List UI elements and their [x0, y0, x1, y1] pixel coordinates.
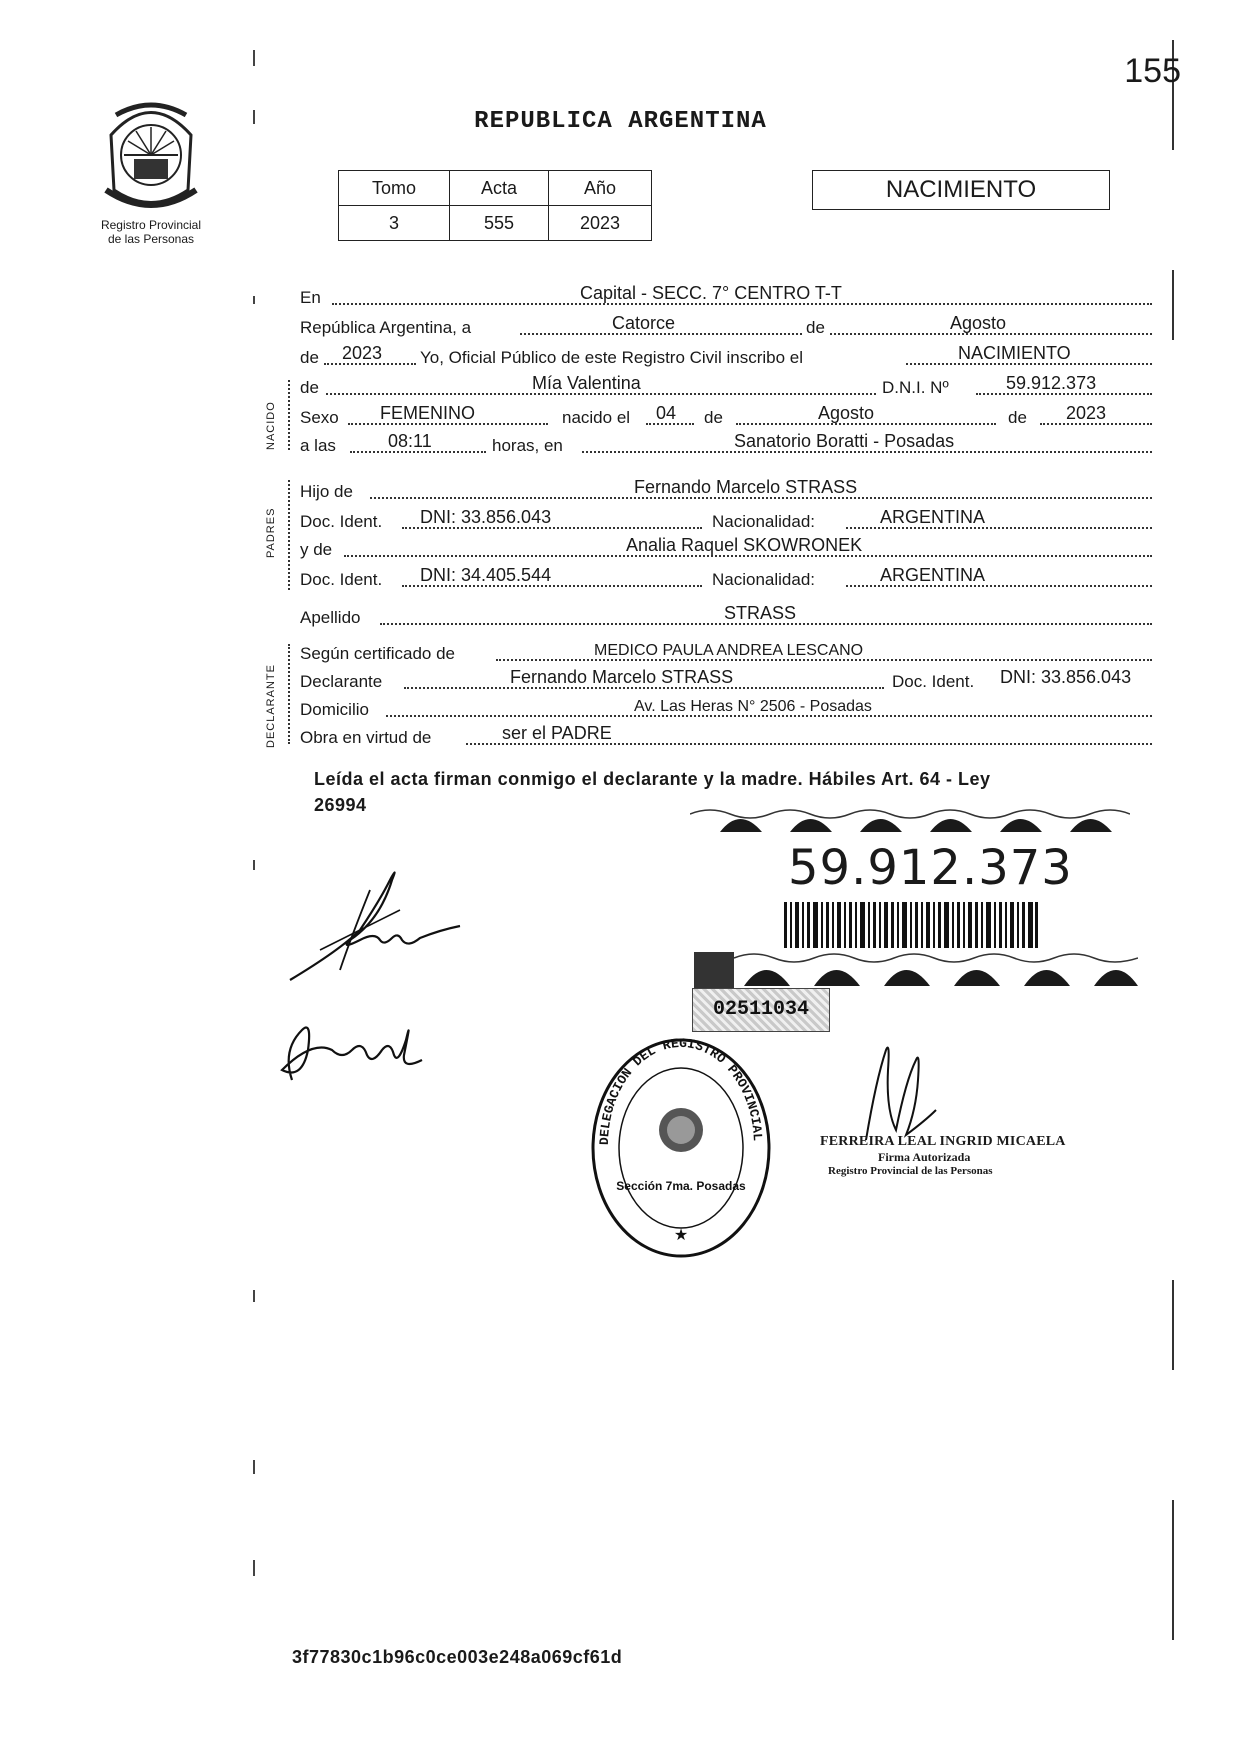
note-line1: Leída el acta firman conmigo el declarante y la madre. Hábiles Art. 64 - Ley — [314, 769, 991, 789]
nombre-value: Mía Valentina — [532, 373, 641, 393]
row-nombre — [300, 372, 1160, 400]
nombre-label: de — [300, 378, 319, 397]
sexo-value: FEMENINO — [380, 403, 476, 423]
row-apellido — [300, 602, 1160, 630]
mes-value: Agosto — [950, 313, 1007, 333]
oficial-text: Yo, Oficial Público de este Registro Civil inscribo el — [420, 348, 803, 367]
madre-signature — [272, 1000, 432, 1095]
note-line2: 26994 — [314, 795, 367, 815]
declarante-side-label: DECLARANTE — [265, 664, 277, 748]
right-margin-line — [1172, 1500, 1174, 1640]
margin-mark — [253, 1560, 255, 1576]
dni-big-number: 59.912.373 — [788, 840, 1073, 896]
official-seal — [586, 1030, 776, 1265]
seal-star-icon: ★ — [673, 1227, 689, 1244]
nacido-label: nacido el — [562, 408, 631, 427]
acta-header: Acta — [450, 171, 549, 206]
row-declarante — [300, 666, 1160, 694]
margin-mark — [253, 1460, 255, 1474]
padre-doc-value: DNI: 33.856.043 — [420, 507, 552, 527]
barcode — [784, 902, 1038, 948]
official-role: Firma Autorizada — [878, 1150, 971, 1164]
madre-doc-label: Doc. Ident. — [300, 570, 383, 589]
logo-caption-line2: de las Personas — [107, 232, 195, 246]
alas-label: a las — [300, 436, 336, 455]
certificado-label: Según certificado de — [300, 644, 455, 663]
document-hash: 3f77830c1b96c0ce003e248a069cf61d — [292, 1647, 623, 1667]
page-number: 155 — [1124, 52, 1181, 90]
en-value: Capital - SECC. 7° CENTRO T-T — [580, 283, 842, 303]
madre-nac-label: Nacionalidad: — [712, 570, 816, 589]
apellido-label: Apellido — [300, 608, 361, 627]
anio-value-text: 2023 — [342, 343, 383, 363]
hora-value: 08:11 — [388, 431, 432, 451]
domicilio-label: Domicilio — [300, 700, 369, 719]
reference-header-row — [339, 171, 652, 206]
security-pattern-top — [690, 806, 1130, 839]
declarante-bracket — [288, 644, 290, 744]
coat-of-arms-logo — [96, 95, 206, 220]
margin-mark — [253, 50, 255, 66]
row-domicilio — [300, 694, 1160, 722]
obra-value: ser el PADRE — [502, 723, 612, 743]
document-type-box: NACIMIENTO — [812, 170, 1110, 210]
seal-inner-text: Sección 7ma. Posadas — [616, 1179, 746, 1193]
acta-value: 555 — [450, 206, 549, 241]
nac-dia-value: 04 — [656, 403, 677, 423]
official-office: Registro Provincial de las Personas — [828, 1165, 993, 1177]
dia-value: Catorce — [612, 313, 676, 333]
margin-mark — [253, 1290, 255, 1302]
acto-value: NACIMIENTO — [958, 343, 1071, 363]
official-stamp — [820, 1134, 1070, 1177]
logo-caption — [86, 218, 216, 246]
row-fecha — [300, 312, 1160, 340]
domicilio-value: Av. Las Heras N° 2506 - Posadas — [634, 698, 872, 715]
security-pattern-bottom — [694, 952, 1138, 993]
nac-anio-value: 2023 — [1066, 403, 1107, 423]
madre-nac-value: ARGENTINA — [880, 565, 986, 585]
de4-label: de — [1008, 408, 1027, 427]
apellido-value: STRASS — [724, 603, 797, 623]
row-en — [300, 282, 1160, 310]
certificado-value: MEDICO PAULA ANDREA LESCANO — [594, 642, 864, 659]
dni-label: D.N.I. Nº — [882, 378, 949, 397]
declarante-doc-label: Doc. Ident. — [892, 672, 975, 691]
de3-label: de — [704, 408, 723, 427]
anio-header: Año — [549, 171, 652, 206]
serial-stamp — [692, 988, 830, 1032]
row-madre — [300, 534, 1160, 562]
declarante-signature — [280, 860, 480, 995]
declarante-label: Declarante — [300, 672, 383, 691]
official-name: FERREIRA LEAL INGRID MICAELA — [820, 1134, 1066, 1149]
seal-arc-text: DELEGACION DEL REGISTRO PROVINCIAL — [596, 1035, 765, 1146]
padres-side-label: PADRES — [265, 507, 277, 558]
nacido-side-label: NACIDO — [265, 401, 277, 450]
row-obra — [300, 722, 1160, 750]
declarante-doc-value: DNI: 33.856.043 — [1000, 667, 1132, 687]
padre-nac-label: Nacionalidad: — [712, 512, 816, 531]
row-hijo — [300, 476, 1160, 504]
obra-label: Obra en virtud de — [300, 728, 432, 747]
sexo-label: Sexo — [300, 408, 339, 427]
padre-value: Fernando Marcelo STRASS — [634, 477, 858, 497]
madre-doc-value: DNI: 34.405.544 — [420, 565, 552, 585]
right-margin-line — [1172, 270, 1174, 340]
row-hora — [300, 430, 1160, 458]
margin-mark — [253, 860, 255, 870]
lugar-value: Sanatorio Boratti - Posadas — [734, 431, 955, 451]
declarante-value: Fernando Marcelo STRASS — [510, 667, 734, 687]
right-margin-line — [1172, 1280, 1174, 1370]
anio-value: 2023 — [549, 206, 652, 241]
dni-value: 59.912.373 — [1006, 373, 1097, 393]
madre-value: Analia Raquel SKOWRONEK — [626, 535, 863, 555]
hijo-label: Hijo de — [300, 482, 353, 501]
padre-nac-value: ARGENTINA — [880, 507, 986, 527]
row-sexo — [300, 402, 1160, 430]
margin-mark — [253, 296, 255, 304]
nacido-bracket — [288, 380, 290, 450]
horas-label: horas, en — [492, 436, 563, 455]
tomo-header: Tomo — [339, 171, 450, 206]
document-title: REPUBLICA ARGENTINA — [474, 108, 767, 135]
padre-doc-label: Doc. Ident. — [300, 512, 383, 531]
serial-stamp-text: 02511034 — [693, 989, 829, 1031]
reference-table — [338, 170, 652, 241]
reference-value-row — [339, 206, 652, 241]
tomo-value: 3 — [339, 206, 450, 241]
republica-label: República Argentina, a — [300, 318, 472, 337]
de2-label: de — [300, 348, 319, 367]
padres-bracket — [288, 480, 290, 590]
yde-label: y de — [300, 540, 333, 559]
nac-mes-value: Agosto — [818, 403, 875, 423]
en-label: En — [300, 288, 321, 307]
de-label: de — [806, 318, 825, 337]
row-certificado — [300, 638, 1160, 666]
row-padre-doc — [300, 506, 1160, 534]
logo-caption-line1: Registro Provincial — [100, 218, 202, 232]
row-inscripcion — [300, 342, 1160, 370]
row-madre-doc — [300, 564, 1160, 592]
